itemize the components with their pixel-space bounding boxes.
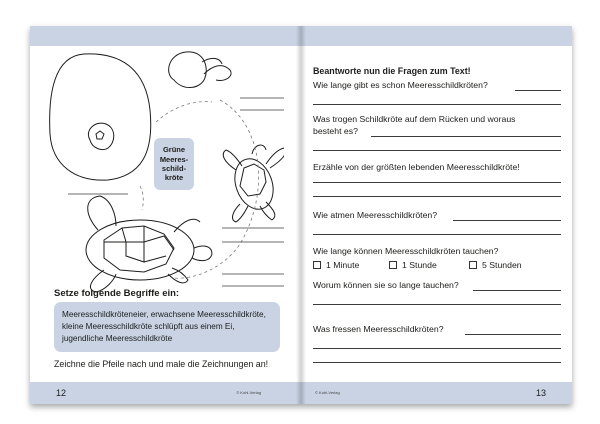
option-label: 5 Stunden [482, 260, 522, 270]
book-spread [30, 26, 572, 404]
terms-box: Meeresschildkröteneier, erwachsene Meeresschildkröte, kleine Meeresschildkröte schlüpft aus einem Ei, jugendliche Meeresschildkröte [54, 302, 280, 352]
option-5-stunden[interactable] [469, 260, 522, 270]
juvenile-turtle-drawing [223, 145, 284, 222]
answer-line[interactable] [313, 104, 561, 105]
question-6: Worum können sie so lange tauchen? [313, 280, 459, 290]
bottom-band [301, 382, 572, 404]
answer-line[interactable] [453, 220, 561, 221]
question-3: Erzähle von der größten lebenden Meeresschildkröte! [313, 162, 520, 172]
publisher-note: © Kohl-Verlag [315, 390, 340, 395]
option-label: 1 Minute [326, 260, 360, 270]
question-2-line-1: Was trogen Schildkröte auf dem Rücken und woraus [313, 114, 516, 124]
right-page [301, 26, 572, 404]
hatchling-drawing [88, 123, 113, 149]
answer-line[interactable] [313, 196, 561, 197]
question-2-line-2: besteht es? [313, 126, 358, 136]
task-title: Setze folgende Begriffe ein: [54, 288, 180, 299]
question-1: Wie lange gibt es schon Meeresschildkröten? [313, 80, 488, 90]
adult-turtle-drawing [86, 196, 212, 292]
question-4: Wie atmen Meeresschildkröten? [313, 210, 438, 220]
top-band [301, 26, 572, 46]
checkbox[interactable] [389, 261, 397, 269]
question-5: Wie lange können Meeresschildkröten tauchen? [313, 246, 499, 256]
checkbox[interactable] [313, 261, 321, 269]
option-1-stunde[interactable] [389, 260, 437, 270]
answer-line[interactable] [465, 334, 561, 335]
species-label-box: Grüne Meeres- schild- kröte [154, 138, 194, 190]
page-number: 13 [535, 388, 546, 398]
instruction-text: Zeichne die Pfeile nach und male die Zeichnungen an! [54, 359, 269, 369]
answer-line[interactable] [313, 182, 561, 183]
page-number: 12 [56, 388, 67, 398]
option-1-minute[interactable] [313, 260, 359, 270]
answer-line[interactable] [313, 304, 561, 305]
option-label: 1 Stunde [402, 260, 437, 270]
answer-line[interactable] [515, 90, 561, 91]
answer-line[interactable] [313, 362, 561, 363]
questions-heading: Beantworte nun die Fragen zum Text! [313, 66, 471, 76]
top-band [30, 26, 301, 46]
publisher-note: © Kohl-Verlag [236, 390, 261, 395]
answer-line[interactable] [313, 234, 561, 235]
hatching-egg-drawing [169, 52, 207, 88]
answer-line[interactable] [313, 348, 561, 349]
answer-line[interactable] [473, 290, 561, 291]
checkbox[interactable] [469, 261, 477, 269]
answer-line[interactable] [371, 136, 561, 137]
question-7: Was fressen Meeresschildkröten? [313, 324, 444, 334]
left-page [30, 26, 301, 404]
egg-drawing [50, 54, 151, 180]
answer-line[interactable] [313, 150, 561, 151]
book-spine-shadow [296, 26, 306, 404]
